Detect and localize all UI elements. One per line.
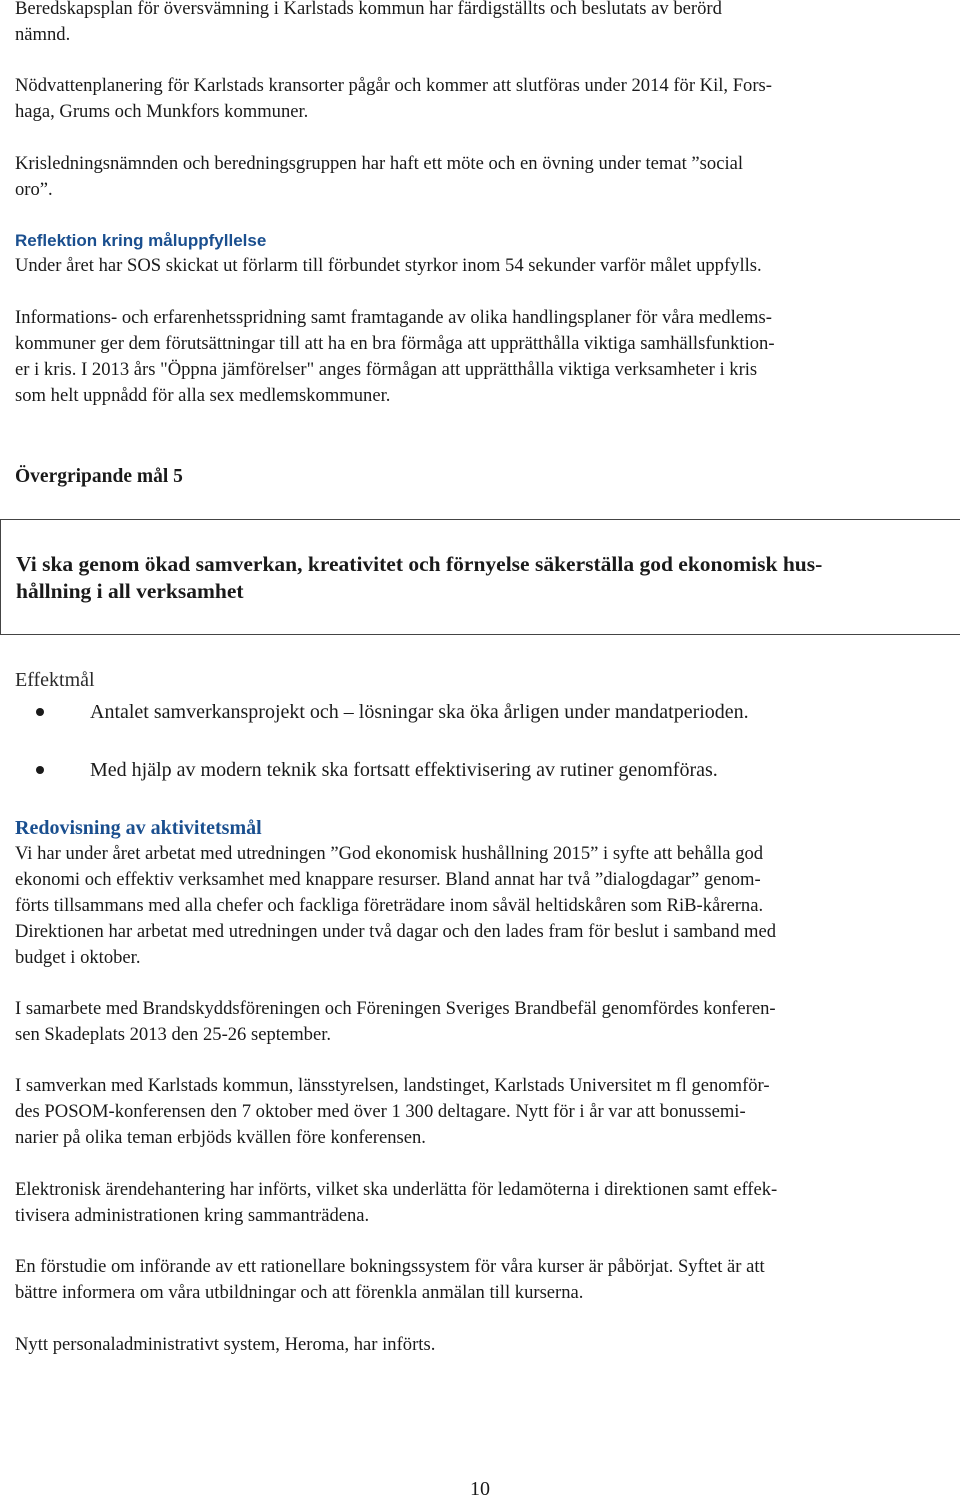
bullet-text: Antalet samverkansprojekt och – lösningar ska öka årligen under mandatperioden. [90, 701, 749, 723]
reflektion-heading: Reflektion kring måluppfyllelse [15, 231, 267, 250]
text-line: som helt uppnådd för alla sex medlemskommuner. [15, 385, 391, 406]
text-line: Nödvattenplanering för Karlstads kransorter pågår och kommer att slutföras under 2014 för Kil, Fors- [15, 75, 772, 96]
text-line: des POSOM-konferensen den 7 oktober med över 1 300 deltagare. Nytt för i år var att bonussemi- [15, 1101, 746, 1122]
text-line: I samverkan med Karlstads kommun, länsstyrelsen, landstinget, Karlstads Universitet m fl genomför- [15, 1075, 770, 1096]
redovisning-paragraph-6 [15, 1332, 950, 1358]
bullet-text: Med hjälp av modern teknik ska fortsatt effektivisering av rutiner genomföras. [90, 759, 718, 781]
goal-line: hållning i all verksamhet [16, 579, 244, 603]
text-line: Elektronisk ärendehantering har införts, vilket ska underlätta för ledamöterna i direktionen samt effek- [15, 1179, 778, 1200]
text-line: er i kris. I 2013 års "Öppna jämförelser" anges förmågan att upprätthålla viktiga verksamheter i kris [15, 359, 758, 380]
text-line: Direktionen har arbetat med utredningen under två dagar och den lades fram för beslut i samband med [15, 921, 777, 942]
text-line: oro”. [15, 179, 53, 200]
text-line: Nytt personaladministrativt system, Heroma, har införts. [15, 1334, 436, 1355]
text-line: förts tillsammans med alla chefer och fackliga företrädare inom såväl heltidskåren som RiB-kårerna. [15, 895, 764, 916]
text-line: ekonomi och effektiv verksamhet med knappare resurser. Bland annat har två ”dialogdagar” genom- [15, 869, 761, 890]
page-number: 10 [470, 1478, 490, 1500]
text-line: Under året har SOS skickat ut förlarm till förbundet styrkor inom 54 sekunder varför målet uppfylls. [15, 255, 762, 276]
text-line: Beredskapsplan för översvämning i Karlstads kommun har färdigställts och beslutats av berörd [15, 0, 722, 19]
bullet-icon [36, 708, 44, 716]
text-line: tivisera administrationen kring sammanträdena. [15, 1205, 370, 1226]
goal-statement [16, 551, 822, 605]
text-line: En förstudie om införande av ett rationellare bokningssystem för våra kurser är påbörjat. Syftet är att [15, 1256, 765, 1277]
redovisning-paragraph-3 [15, 1073, 950, 1151]
intro-paragraph-3 [15, 151, 950, 203]
intro-paragraph-2 [15, 73, 950, 125]
text-line: narier på olika teman erbjöds kvällen före konferensen. [15, 1127, 426, 1148]
redovisning-paragraph-4 [15, 1177, 950, 1229]
redovisning-paragraph-5 [15, 1254, 950, 1306]
text-line: Krisledningsnämnden och beredningsgruppen har haft ett möte och en övning under temat ”social [15, 153, 744, 174]
text-line: bättre informera om våra utbildningar och att förenkla anmälan till kurserna. [15, 1282, 584, 1303]
text-line: Informations- och erfarenhetsspridning samt framtagande av olika handlingsplaner för våra medlems- [15, 307, 772, 328]
reflektion-paragraph [15, 305, 950, 409]
redovisning-heading: Redovisning av aktivitetsmål [15, 817, 262, 839]
goal-line: Vi ska genom ökad samverkan, kreativitet och förnyelse säkerställa god ekonomisk hus- [16, 552, 823, 576]
text-line: Vi har under året arbetat med utredningen ”God ekonomisk hushållning 2015” i syfte att behålla god [15, 843, 764, 864]
redovisning-paragraph-2 [15, 996, 950, 1048]
intro-paragraph-1 [15, 0, 950, 48]
goal-box [0, 519, 960, 635]
effektmal-label: Effektmål [15, 669, 95, 691]
redovisning-paragraph-1 [15, 841, 950, 971]
bullet-icon [36, 766, 44, 774]
text-line: sen Skadeplats 2013 den 25-26 september. [15, 1024, 332, 1045]
text-line: I samarbete med Brandskyddsföreningen och Föreningen Sveriges Brandbefäl genomfördes konferen- [15, 998, 776, 1019]
text-line: nämnd. [15, 24, 71, 45]
text-line: kommuner ger dem förutsättningar till att ha en bra förmåga att upprätthålla viktiga samhällsfunktion- [15, 333, 775, 354]
text-line: budget i oktober. [15, 947, 141, 968]
goal-title: Övergripande mål 5 [15, 466, 183, 487]
reflektion-line [15, 253, 950, 279]
text-line: haga, Grums och Munkfors kommuner. [15, 101, 309, 122]
